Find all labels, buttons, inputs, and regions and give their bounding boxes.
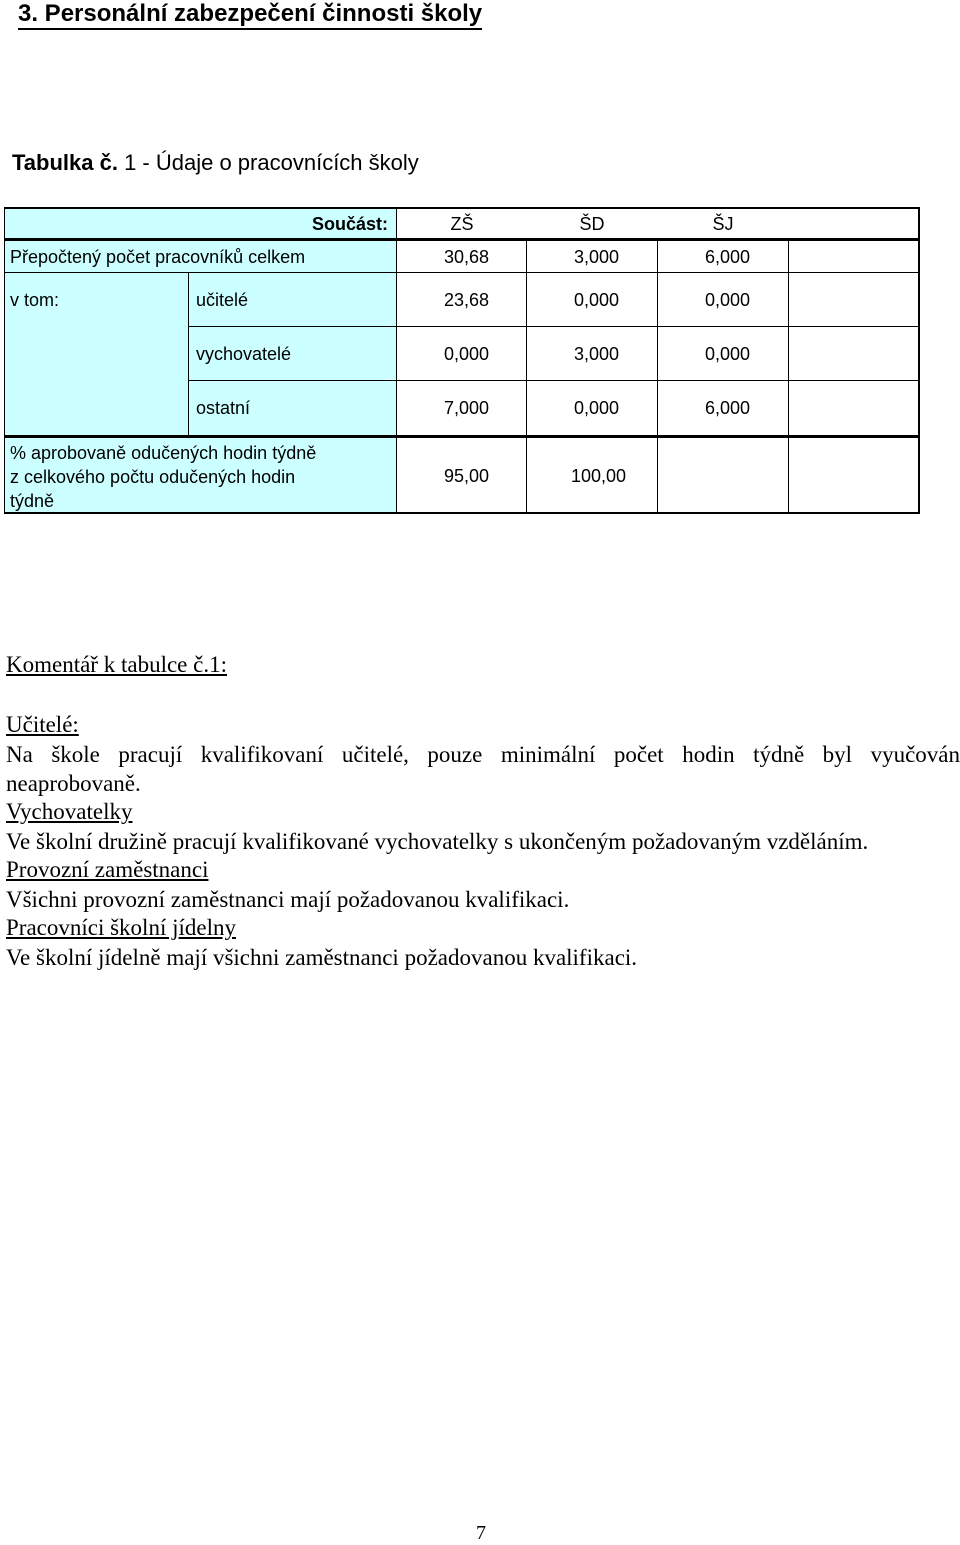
header-label: Součást: [311, 214, 388, 234]
comment-text-teachers-1: Na škole pracují kvalifikovaní učitelé, pouze minimální počet hodin týdně byl vyučován [6, 742, 960, 767]
row-total-sd: 3,000 [573, 247, 619, 267]
comment-heading-educators: Vychovatelky [6, 799, 133, 824]
subrow-others-sd: 0,000 [573, 398, 619, 418]
subrow-teachers-sj: 0,000 [704, 290, 750, 310]
row-total-zs: 30,68 [443, 247, 489, 267]
col-header-sd: ŠD [579, 214, 605, 234]
row-percent-zs: 95,00 [443, 466, 489, 486]
comment-heading-canteen: Pracovníci školní jídelny [6, 915, 236, 940]
row-percent-label-line: týdně [10, 491, 55, 511]
comment-text-canteen: Ve školní jídelně mají všichni zaměstnanci požadovanou kvalifikaci. [6, 945, 638, 970]
subrow-teachers-sd: 0,000 [573, 290, 619, 310]
row-percent-sd: 100,00 [570, 466, 626, 486]
comment-heading-staff: Provozní zaměstnanci [6, 857, 209, 882]
subrow-educators-sd: 3,000 [573, 344, 619, 364]
row-total-label: Přepočtený počet pracovníků celkem [10, 247, 306, 267]
section-heading: 3. Personální zabezpečení činnosti školy [18, 0, 482, 30]
page-number: 7 [476, 1522, 486, 1544]
table-caption-bold: Tabulka č. [12, 150, 118, 175]
table-caption [12, 150, 419, 176]
subrow-educators-sj: 0,000 [704, 344, 750, 364]
comment-text-teachers-2: neaprobovaně. [6, 771, 141, 796]
comment-title: Komentář k tabulce č.1: [6, 652, 227, 677]
comment-text-educators: Ve školní družině pracují kvalifikované vychovatelky s ukončeným požadovaným vzděláním. [6, 829, 869, 854]
subrow-others-sj: 6,000 [704, 398, 750, 418]
subrow-educators-label: vychovatelé [196, 344, 292, 364]
group-label: v tom: [10, 290, 60, 310]
subrow-others-zs: 7,000 [443, 398, 489, 418]
table-caption-rest: 1 - Údaje o pracovnících školy [117, 150, 419, 175]
col-header-sj: ŠJ [712, 214, 734, 234]
subrow-teachers-label: učitelé [196, 290, 249, 310]
row-total-sj: 6,000 [704, 247, 750, 267]
col-header-zs: ZŠ [450, 214, 474, 234]
row-percent-label [10, 441, 390, 513]
comment-heading-teachers: Učitelé: [6, 712, 79, 737]
comment-text-staff: Všichni provozní zaměstnanci mají požadovanou kvalifikaci. [6, 887, 570, 912]
row-percent-label-line: z celkového počtu odučených hodin [10, 467, 296, 487]
subrow-others-label: ostatní [196, 398, 251, 418]
subrow-educators-zs: 0,000 [443, 344, 489, 364]
row-percent-label-line: % aprobovaně odučených hodin týdně [10, 443, 317, 463]
staff-table [4, 207, 920, 514]
subrow-teachers-zs: 23,68 [443, 290, 489, 310]
